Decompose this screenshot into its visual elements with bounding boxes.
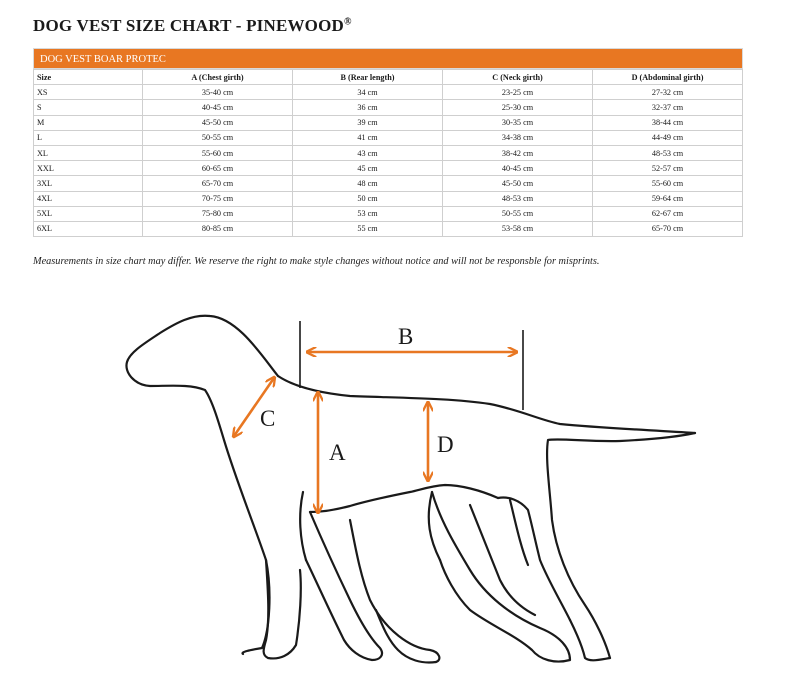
column-header-chest-girth: A (Chest girth) <box>143 70 293 85</box>
table-row <box>34 206 743 221</box>
measurement-cell: 45-50 cm <box>443 176 593 191</box>
table-row <box>34 115 743 130</box>
measurement-cell: 34-38 cm <box>443 130 593 145</box>
size-cell: XS <box>34 85 143 100</box>
measurement-cell: 48 cm <box>293 176 443 191</box>
label-a: A <box>329 440 346 465</box>
measurement-cell: 62-67 cm <box>593 206 743 221</box>
size-cell: XL <box>34 145 143 160</box>
measurement-cell: 45-50 cm <box>143 115 293 130</box>
measurement-cell: 41 cm <box>293 130 443 145</box>
measurement-cell: 48-53 cm <box>443 191 593 206</box>
measurement-cell: 65-70 cm <box>593 221 743 236</box>
measurement-cell: 35-40 cm <box>143 85 293 100</box>
size-cell: S <box>34 100 143 115</box>
measurement-cell: 40-45 cm <box>143 100 293 115</box>
size-cell: L <box>34 130 143 145</box>
measurement-cell: 53 cm <box>293 206 443 221</box>
measurement-cell: 34 cm <box>293 85 443 100</box>
measurement-cell: 27-32 cm <box>593 85 743 100</box>
column-header-size: Size <box>34 70 143 85</box>
table-row <box>34 191 743 206</box>
measurement-cell: 55-60 cm <box>593 176 743 191</box>
measurement-cell: 50-55 cm <box>143 130 293 145</box>
page-title-text: DOG VEST SIZE CHART - PINEWOOD <box>33 16 345 35</box>
table-row <box>34 130 743 145</box>
table-row <box>34 145 743 160</box>
dog-measurement-diagram <box>0 290 788 700</box>
measurement-cell: 59-64 cm <box>593 191 743 206</box>
measurement-cell: 23-25 cm <box>443 85 593 100</box>
label-b: B <box>398 324 414 349</box>
measurement-cell: 60-65 cm <box>143 161 293 176</box>
size-cell: 6XL <box>34 221 143 236</box>
measurement-cell: 40-45 cm <box>443 161 593 176</box>
measurement-arrows <box>234 352 516 512</box>
column-header-abdominal-girth: D (Abdominal girth) <box>593 70 743 85</box>
table-row <box>34 221 743 236</box>
column-header-rear-length: B (Rear length) <box>293 70 443 85</box>
column-header-neck-girth: C (Neck girth) <box>443 70 593 85</box>
measurement-cell: 38-42 cm <box>443 145 593 160</box>
page-title <box>33 16 352 36</box>
label-d: D <box>437 432 454 457</box>
size-cell: 5XL <box>34 206 143 221</box>
table-row <box>34 100 743 115</box>
disclaimer-text: Measurements in size chart may differ. We reserve the right to make style changes without notice and will not be responsble for misprints. <box>33 256 600 267</box>
measurement-cell: 55-60 cm <box>143 145 293 160</box>
measurement-cell: 36 cm <box>293 100 443 115</box>
dog-outline-icon <box>126 316 695 663</box>
measurement-cell: 25-30 cm <box>443 100 593 115</box>
measurement-cell: 65-70 cm <box>143 176 293 191</box>
table-row <box>34 176 743 191</box>
size-cell: XXL <box>34 161 143 176</box>
measurement-cell: 39 cm <box>293 115 443 130</box>
measurement-cell: 45 cm <box>293 161 443 176</box>
size-cell: 3XL <box>34 176 143 191</box>
table-header-row <box>34 70 743 85</box>
label-c: C <box>260 406 276 431</box>
measurement-cell: 55 cm <box>293 221 443 236</box>
size-table-body <box>34 85 743 237</box>
measurement-cell: 48-53 cm <box>593 145 743 160</box>
measurement-cell: 43 cm <box>293 145 443 160</box>
measurement-cell: 52-57 cm <box>593 161 743 176</box>
measurement-cell: 53-58 cm <box>443 221 593 236</box>
measurement-cell: 70-75 cm <box>143 191 293 206</box>
size-chart-name: DOG VEST BOAR PROTEC <box>33 48 743 69</box>
measurement-cell: 38-44 cm <box>593 115 743 130</box>
measurement-cell: 50 cm <box>293 191 443 206</box>
table-row <box>34 85 743 100</box>
measurement-cell: 75-80 cm <box>143 206 293 221</box>
registered-mark: ® <box>344 16 352 28</box>
measurement-cell: 32-37 cm <box>593 100 743 115</box>
size-cell: M <box>34 115 143 130</box>
measurement-cell: 50-55 cm <box>443 206 593 221</box>
table-row <box>34 161 743 176</box>
measurement-cell: 30-35 cm <box>443 115 593 130</box>
size-cell: 4XL <box>34 191 143 206</box>
measurement-cell: 44-49 cm <box>593 130 743 145</box>
measurement-cell: 80-85 cm <box>143 221 293 236</box>
size-chart <box>33 48 743 237</box>
size-table <box>33 69 743 237</box>
